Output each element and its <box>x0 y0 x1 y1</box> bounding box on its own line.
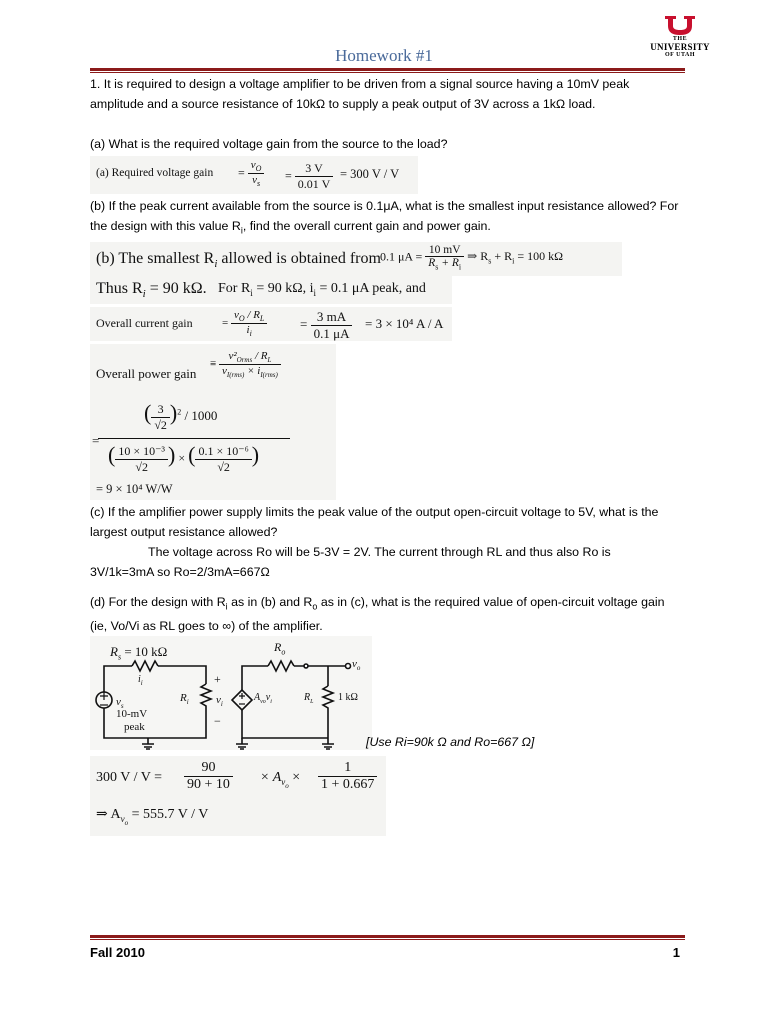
question-d-pre: (d) For the design with R <box>90 595 226 609</box>
question-d-sub1: i <box>225 601 228 612</box>
question-a: (a) What is the required voltage gain from the source to the load? <box>90 137 448 151</box>
rs-sub: s <box>117 652 122 662</box>
question-d <box>90 592 680 636</box>
current-gain-label: Overall current gain <box>96 316 193 330</box>
dep-post: v <box>265 692 271 703</box>
b-eq-den-s: s <box>435 262 439 272</box>
d-line2-sub: v <box>120 813 125 824</box>
pg-line3-b: 0.1 × 10⁻⁶ <box>195 444 251 460</box>
answer-c-line2: 3V/1k=3mA so Ro=2/3mA=667Ω <box>90 565 270 579</box>
cg-frac-num: 3 mA <box>311 309 353 326</box>
problem-intro: 1. It is required to design a voltage amplifier to be driven from a signal source having a 10mV peak amplitude and a source resistance of 10kΩ to supply a peak output of 3V across a 1kΩ load. <box>90 77 630 111</box>
d-left: 300 V / V = <box>96 770 162 785</box>
pg-times: × <box>178 451 186 465</box>
d-times1-sub2: o <box>285 781 289 790</box>
university-logo <box>640 14 720 58</box>
b-eq-den-i: i <box>458 262 462 272</box>
vi-sub: i <box>220 700 223 709</box>
ratio-num: v <box>250 159 256 171</box>
b-line1-post: allowed is obtained from <box>217 250 381 267</box>
dep-label: A <box>254 692 261 703</box>
pg-den-mid: × i <box>244 365 261 378</box>
pg-num: v² <box>228 350 237 362</box>
question-d-mid: as in (b) and R <box>227 595 313 609</box>
b-eq-right-mid: + R <box>491 249 513 264</box>
d-f2-num: 1 <box>318 760 377 777</box>
footer-divider <box>90 935 685 938</box>
cg-num-sub: O <box>238 314 245 324</box>
cg-num-post: / R <box>244 309 260 321</box>
dep-sub2: i <box>270 699 272 705</box>
answer-d-scan <box>90 756 386 836</box>
rs-label: R <box>110 644 118 659</box>
u-logo-icon <box>663 14 697 36</box>
vo-sub: o <box>356 664 361 673</box>
b-thus-val: = 90 kΩ. <box>145 280 207 297</box>
question-d-sub2: o <box>312 601 318 612</box>
b-line1-sub: i <box>214 258 218 271</box>
frac-num-a: 3 V <box>295 161 333 177</box>
dep-sub: vo <box>260 699 266 705</box>
cg-num-sub2: L <box>259 314 265 324</box>
pg-den-sub2: I(rms) <box>260 371 278 380</box>
d-note: [Use Ri=90k Ω and Ro=667 Ω] <box>366 735 535 749</box>
cg-num: v <box>233 309 239 321</box>
power-gain-scan: Overall power gain ≡ $\frac{v^2_{Orms} / R_L}{v_{I(rms)} \times i_{I(rms)}}$ ( $\frac{3}{√2}$ )$^2$ / 1000 = ( $\frac{\text{10 × 10⁻³}}{√2}$ ) × ( $\frac{\text{0.1 × 10⁻⁶}}{√2}$ ) = 9 × 10⁴ W/W <box>90 344 336 500</box>
header-divider-thin <box>90 72 685 73</box>
pg-den: v <box>221 365 227 378</box>
pg-line2-base: 3 <box>151 402 170 418</box>
vi-minus: − <box>214 714 221 728</box>
current-gain-scan: Overall current gain = $\frac{v_O / R_L}{i_i}$ = $\frac{3 mA}{0.1 \mu A}$ = 3 × 10⁴ A / A <box>90 307 452 341</box>
d-times1-sub: v <box>281 776 286 787</box>
page-title: Homework #1 <box>335 46 433 65</box>
cg-result: = 3 × 10⁴ A / A <box>365 316 444 331</box>
pg-num-sub2: L <box>267 356 272 365</box>
cg-frac-den: 0.1 μA <box>313 326 350 341</box>
cg-den: i <box>246 324 250 337</box>
b-eq-den: R <box>428 257 436 269</box>
rl-sub: L <box>310 699 314 705</box>
answer-a-scan: (a) Required voltage gain = $\frac{v_O}{v_s}$ = $\frac{3 V}{0.01 V}$ = 300 V / V <box>90 156 418 194</box>
answer-b-scan-1 <box>90 242 622 276</box>
d-line2-sub2: o <box>124 818 129 827</box>
d-times2: × <box>292 770 301 785</box>
vi-label: v <box>216 694 221 706</box>
b-line1: (b) The smallest R <box>96 250 215 267</box>
question-c: (c) If the amplifier power supply limits the peak value of the output open-circuit voltage to 5V, what is the largest output resistance allowed? <box>90 505 659 539</box>
d-f2-den: 1 + 0.667 <box>321 777 375 792</box>
power-gain-label: Overall power gain <box>96 366 197 381</box>
page-number: 1 <box>672 945 680 960</box>
logo-text-utah: OF UTAH <box>665 52 695 58</box>
ratio-num-sub: O <box>255 164 262 174</box>
pg-sqrt2-b: √2 <box>217 459 230 474</box>
vs-label: v <box>116 696 121 708</box>
rl-val: 1 kΩ <box>338 692 358 703</box>
d-f1-num: 90 <box>184 760 233 777</box>
ii-label: i <box>138 674 141 685</box>
pg-line2-post: / 1000 <box>184 408 218 423</box>
answer-c-line1: The voltage across Ro will be 5-3V = 2V. The current through RL and thus also Ro is <box>148 545 611 559</box>
vi-plus: + <box>214 672 221 686</box>
vs-sub: s <box>120 702 124 711</box>
ratio-den: v <box>252 174 257 187</box>
vo-label: v <box>352 658 357 670</box>
answer-a-label: (a) Required voltage gain <box>96 167 214 179</box>
b-for-sub2: i <box>313 287 317 298</box>
ii-sub: i <box>140 679 143 687</box>
b-thus: Thus R <box>96 280 143 297</box>
b-eq-right: ⇒ R <box>467 249 489 264</box>
d-line2-val: = 555.7 V / V <box>128 807 209 822</box>
pg-line2-sqrt: √2 <box>154 417 167 432</box>
footer-divider-thin <box>90 939 685 940</box>
logo-text-university: UNIVERSITY <box>650 42 710 52</box>
logo-text-the: THE <box>672 36 688 42</box>
b-for: For R <box>218 281 251 296</box>
b-for-mid: = 90 kΩ, i <box>252 281 314 296</box>
header-divider <box>90 68 685 71</box>
pg-num-post: / R <box>252 350 268 362</box>
b-for-post: = 0.1 μA peak, and <box>316 281 426 296</box>
d-f1-den: 90 + 10 <box>187 777 230 792</box>
frac-den-a: 0.01 V <box>297 177 331 191</box>
question-b <box>90 196 680 240</box>
d-times1: × A <box>260 770 282 785</box>
footer-term: Fall 2010 <box>90 945 145 960</box>
answer-b-scan-2 <box>90 276 452 304</box>
d-line2: ⇒ A <box>96 807 121 822</box>
ri-label: R <box>180 692 187 704</box>
b-eq-right-val: = 100 kΩ <box>514 249 564 264</box>
ro-label: R <box>274 640 282 654</box>
pg-line3-a: 10 × 10⁻³ <box>115 444 168 460</box>
circuit-diagram <box>90 636 372 750</box>
b-for-sub: i <box>250 287 253 298</box>
pg-num-sub: Orms <box>236 356 253 365</box>
question-b-post: , find the overall current gain and power gain. <box>242 219 491 233</box>
ro-sub: o <box>281 647 286 657</box>
b-eq-den-mid: + R <box>438 257 459 269</box>
answer-a-result: = 300 V / V <box>340 167 400 181</box>
b-eq-left: 0.1 μA = <box>380 249 423 264</box>
b-eq-right-s: s <box>488 256 492 266</box>
b-thus-sub: i <box>142 288 146 301</box>
b-eq-right-i: i <box>512 256 515 266</box>
question-d-post: as in (c), what is the required value of open-circuit voltage gain (ie, Vo/Vi as RL goes to ∞) of the amplifier. <box>90 595 665 634</box>
src-label: 10-mV <box>116 708 148 720</box>
b-eq-num: 10 mV <box>425 244 464 257</box>
question-b-sub: i <box>240 225 243 236</box>
cg-den-sub: i <box>249 329 252 339</box>
question-b-pre: (b) If the peak current available from the source is 0.1μA, what is the smallest input resistance allowed? For the design with this value R <box>90 199 679 233</box>
rs-val: = 10 kΩ <box>121 644 168 659</box>
pg-den-sub: I(rms) <box>226 371 245 380</box>
src-label2: peak <box>124 721 145 733</box>
ri-sub: i <box>186 698 189 707</box>
ratio-den-sub: s <box>257 179 261 189</box>
pg-sqrt2-a: √2 <box>135 459 148 474</box>
pg-result: = 9 × 10⁴ W/W <box>96 482 173 496</box>
rl-label: R <box>304 692 311 703</box>
